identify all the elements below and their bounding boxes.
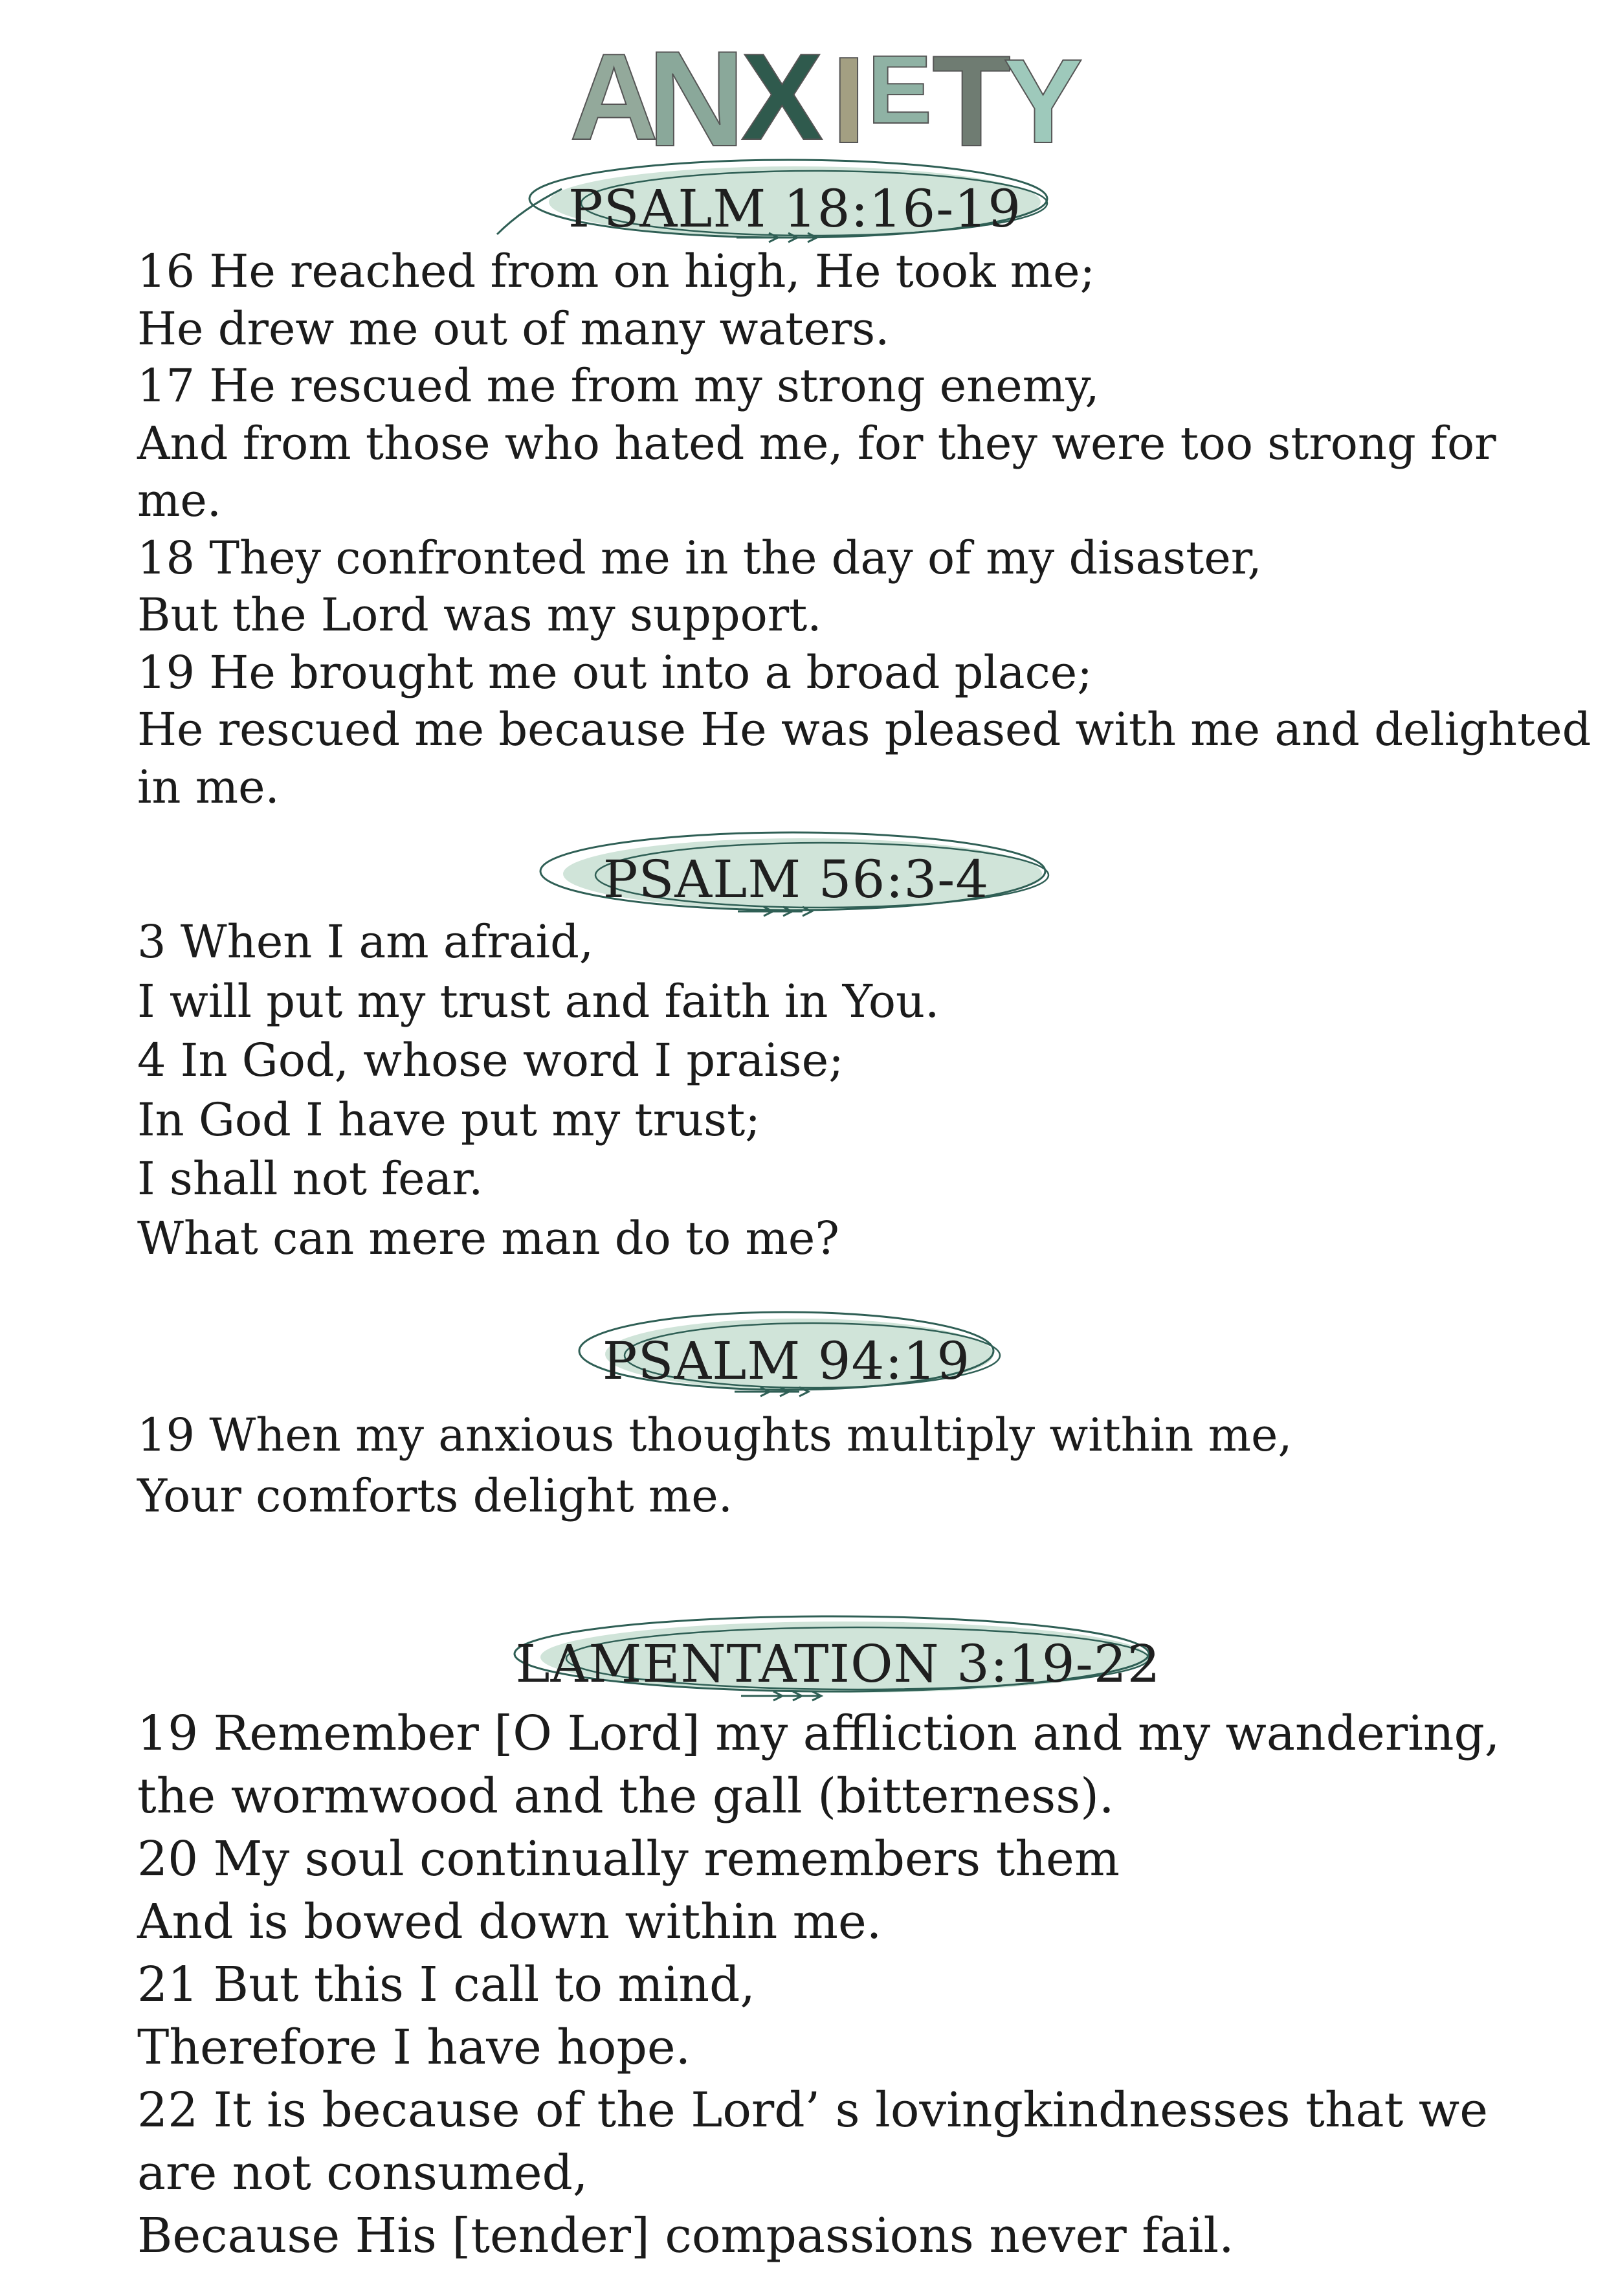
verse-block: [137, 1405, 1580, 1526]
verse-line: me.: [137, 474, 222, 527]
verse-line: Because His [tender] compassions never fail.: [137, 2208, 1234, 2264]
verse-line: And from those who hated me, for they were too strong for: [137, 416, 1496, 470]
verse-line: Therefore I have hope.: [137, 2020, 691, 2075]
verse-block: [137, 243, 1591, 816]
verse-line: 18 They confronted me in the day of my disaster,: [137, 531, 1262, 585]
verse-line: I will put my trust and faith in You.: [137, 974, 940, 1028]
title-letter-x: X: [741, 28, 823, 155]
verse-block: [137, 1702, 1580, 2268]
verse-line: 19 When my anxious thoughts multiply within me,: [137, 1409, 1292, 1462]
verse-line: 22 It is because of the Lord’ s lovingkindnesses that we: [137, 2082, 1489, 2138]
verse-line: 19 Remember [O Lord] my affliction and my wandering,: [137, 1706, 1500, 1761]
section-heading-banner: [498, 821, 1094, 918]
section-heading-banner: [456, 1605, 1220, 1702]
verse-line: 21 But this I call to mind,: [137, 1957, 755, 2012]
section-heading: PSALM 18:16-19: [568, 179, 1022, 239]
verse-line: He rescued me because He was pleased with me and delighted: [137, 703, 1591, 756]
verse-line: In God I have put my trust;: [137, 1093, 760, 1146]
page-title: [557, 26, 1100, 155]
verse-line: the wormwood and the gall (bitterness).: [137, 1768, 1114, 1824]
verse-line: 16 He reached from on high, He took me;: [137, 245, 1096, 298]
verse-line: are not consumed,: [137, 2145, 588, 2201]
verse-block: [137, 913, 1580, 1268]
section-heading: LAMENTATION 3:19-22: [515, 1634, 1161, 1694]
verse-line: He drew me out of many waters.: [137, 302, 890, 355]
verse-line: 17 He rescued me from my strong enemy,: [137, 359, 1100, 412]
section-heading-banner: [484, 150, 1105, 247]
verse-line: And is bowed down within me.: [137, 1894, 882, 1950]
title-letter-t: T: [932, 29, 1012, 155]
title-letter-e: E: [867, 35, 933, 144]
verse-line: in me.: [137, 760, 280, 814]
verse-line: I shall not fear.: [137, 1152, 483, 1205]
verse-line: 20 My soul continually remembers them: [137, 1831, 1120, 1887]
verse-line: Your comforts delight me.: [137, 1469, 733, 1522]
title-lettering: [557, 26, 1100, 155]
section-heading-banner: [540, 1302, 1032, 1399]
title-letter-a: A: [570, 28, 659, 155]
verse-line: 19 He brought me out into a broad place;: [137, 645, 1092, 699]
title-letter-n: N: [647, 26, 746, 155]
verse-line: But the Lord was my support.: [137, 588, 822, 641]
verse-line: 4 In God, whose word I praise;: [137, 1034, 844, 1087]
title-letter-i: I: [832, 32, 866, 155]
verse-line: What can mere man do to me?: [137, 1211, 839, 1265]
section-heading: PSALM 94:19: [602, 1331, 971, 1391]
section-heading: PSALM 56:3-4: [603, 849, 990, 909]
title-letter-y: Y: [1003, 35, 1083, 155]
verse-line: 3 When I am afraid,: [137, 915, 594, 968]
